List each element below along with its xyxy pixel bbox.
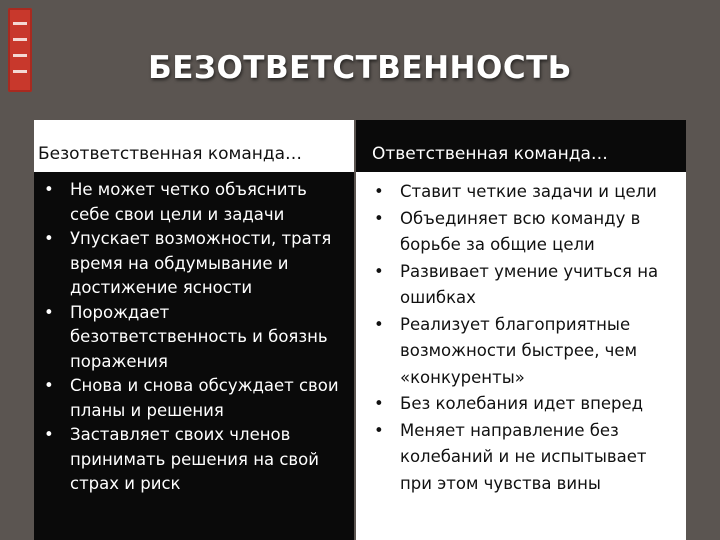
logo-stripe [13, 22, 27, 25]
list-item: • Упускает возможности, тратя время на обдумывание и достижение ясности [70, 227, 348, 301]
responsible-team-heading: Ответственная команда… [356, 120, 686, 172]
irresponsible-team-column [34, 120, 354, 540]
list-item: • Порождает безответственность и боязнь поражения [70, 301, 348, 375]
irresponsible-team-list [34, 172, 354, 497]
logo-stripe [13, 38, 27, 41]
list-item: • Без колебания идет вперед [400, 391, 682, 418]
list-item: • Не может четко объяснить себе свои цели и задачи [70, 178, 348, 227]
list-item: • Заставляет своих членов принимать решения на свой страх и риск [70, 423, 348, 497]
list-item: • Ставит четкие задачи и цели [400, 179, 682, 206]
list-item: • Меняет направление без колебаний и не испытывает при этом чувства вины [400, 418, 682, 498]
list-item: • Развивает умение учиться на ошибках [400, 259, 682, 312]
list-item: • Реализует благоприятные возможности быстрее, чем «конкуренты» [400, 312, 682, 392]
irresponsible-team-heading: Безответственная команда… [34, 120, 354, 172]
slide-title: БЕЗОТВЕТСТВЕННОСТЬ [148, 50, 572, 86]
responsible-team-column [356, 120, 686, 540]
responsible-team-list [356, 172, 686, 497]
list-item: • Снова и снова обсуждает свои планы и решения [70, 374, 348, 423]
list-item: • Объединяет всю команду в борьбе за общие цели [400, 206, 682, 259]
